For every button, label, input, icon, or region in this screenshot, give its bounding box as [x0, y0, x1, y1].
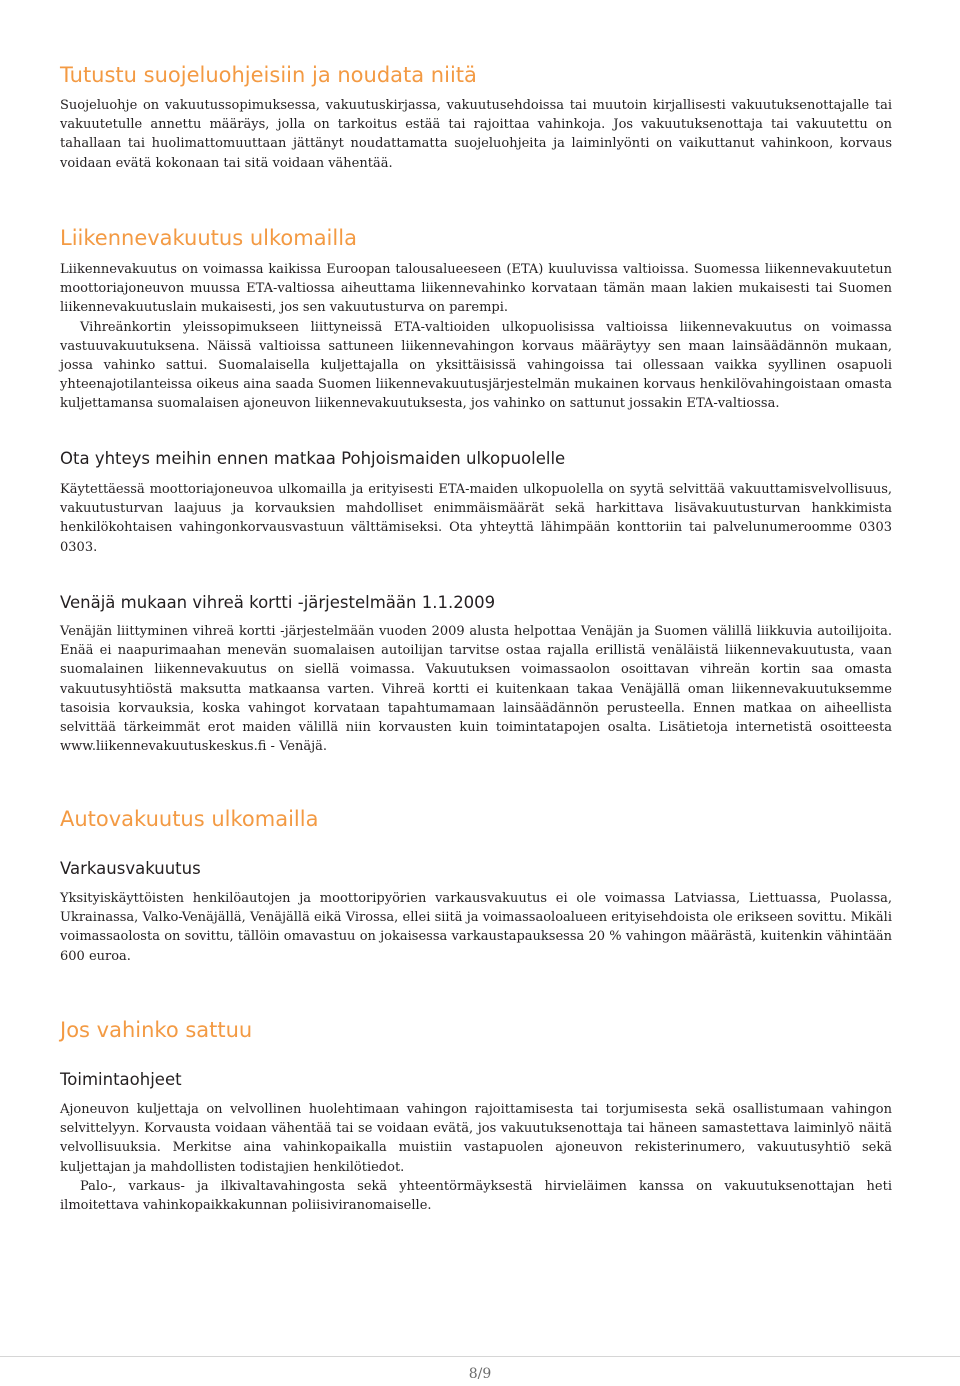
section-heading-venaja: Venäjä mukaan vihreä kortti -järjestelmään 1.1.2009 — [60, 593, 496, 612]
section-heading-suojeluohjeet: Tutustu suojeluohjeisiin ja noudata niitä — [60, 63, 477, 87]
section-heading-autovakuutus: Autovakuutus ulkomailla — [60, 807, 319, 831]
paragraph-varkausvakuutus: Yksityiskäyttöisten henkilöautojen ja moottoripyörien varkausvakuutus ei ole voimassa Latviassa, Liettuassa, Puolassa, Ukrainassa, Valko-Venäjällä, Venäjällä eikä Virossa, ellei siitä ja voimassaoloalueen erityisehdoista ole erikseen sovittu. Mikäli voimassaolosta on sovittu, tällöin omavastuu on jokaisessa varkaustapauksessa 20 % vahingon määrästä, kuitenkin vähintään 600 euroa. — [60, 891, 892, 964]
page-number: 8/9 — [468, 1366, 492, 1382]
paragraph-liikennevakuutus-2: Vihreänkortin yleissopimukseen liittyneissä ETA-valtioiden ulkopuolisissa valtioissa liikennevakuutus on voimassa vastuuvakuutuksena. Näissä valtioissa sattuneen liikennevahingon korvaus määräytyy sen maan lainsäädännön mukaan, jossa vahinko sattui. Suomalaisella kuljettajalla on yksittäisissä vahingoissa tai ollessaan vaikka syyllinen osapuoli yhteenajotilanteissa oikeus aina saada Suomen liikennevakuutusjärjestelmän mukainen korvaus henkilövahingoistaan omasta kuljettamansa suomalaisen ajoneuvon liikennevakuutuksesta, jos vahinko on sattunut jossakin ETA-valtiossa. — [60, 319, 892, 412]
section-heading-yhteys: Ota yhteys meihin ennen matkaa Pohjoismaiden ulkopuolelle — [60, 449, 566, 468]
paragraph-venaja: Venäjän liittyminen vihreä kortti -järjestelmään vuoden 2009 alusta helpottaa Venäjän ja Suomen välillä liikkuvia autoilijoita. Enää ei naapurimaahan menevän suomalaisen autoilijan tarvitse ostaa rajalla erillistä venäläistä liikennevakuutusta, vaan suomalainen liikennevakuutus on siellä voimassa. Vakuutuksen voimassaolon osoittavan vihreän kortin saa omasta vakuutusyhtiöstä maksutta matkaansa varten. Vihreä kortti ei kuitenkaan takaa Venäjällä oman liikennevakuutuksemme tasoisia korvauksia, koska vahingot korvataan tapahtumamaan lainsäädännön perusteella. Ennen matkaa on aiheellista selvittää tärkeimmät erot maiden välillä niin korvausten kuin toimintatapojen osalta. Lisätietoja internetistä osoitteesta www.liikennevakuutuskeskus.fi - Venäjä. — [60, 624, 892, 755]
footer-divider — [0, 1356, 960, 1357]
paragraph-toimintaohjeet-1: Ajoneuvon kuljettaja on velvollinen huolehtimaan vahingon rajoittamisesta tai torjumisesta sekä osallistumaan vahingon selvittelyyn. Korvausta voidaan vähentää tai se voidaan evätä, jos vakuutuksenottaja tai häneen samastettava laiminlyö näitä velvollisuuksia. Merkitse aina vahinkopaikalla muistiin vastapuolen ajoneuvon rekisterinumero, vakuutusyhtiö sekä kuljettajan ja mahdollisten todistajien henkilötiedot. — [60, 1102, 892, 1175]
section-heading-vahinko: Jos vahinko sattuu — [60, 1018, 253, 1042]
paragraph-suojeluohjeet: Suojeluohje on vakuutussopimuksessa, vakuutuskirjassa, vakuutusehdoissa tai muutoin kirjallisesti vakuutuksenottajalle tai vakuutetulle annettu määräys, jolla on tarkoitus estää tai rajoittaa vahinkoja. Jos vakuutuksenottaja tai vakuutettu on tahallaan tai huolimattomuuttaan jättänyt noudattamatta suojeluohjeita ja laiminlyönti on vaikuttanut vahinkoon, korvaus voidaan evätä kokonaan tai sitä voidaan vähentää. — [60, 98, 892, 171]
subheading-toimintaohjeet: Toimintaohjeet — [60, 1070, 182, 1089]
paragraph-toimintaohjeet-2: Palo-, varkaus- ja ilkivaltavahingosta sekä yhteentörmäyksestä hirvieläimen kanssa on vakuutuksenottajan heti ilmoitettava vahinkopaikkakunnan poliisiviranomaiselle. — [60, 1178, 892, 1214]
section-heading-liikennevakuutus: Liikennevakuutus ulkomailla — [60, 226, 357, 250]
paragraph-liikennevakuutus-1: Liikennevakuutus on voimassa kaikissa Euroopan talousalueeseen (ETA) kuuluvissa valtioissa. Suomessa liikennevakuutetun moottoriajoneuvon muussa ETA-valtiossa aiheuttama liikennevahinko korvataan tämän maan lakien mukaisesti tai Suomen liikennevakuutuslain mukaisesti, jos sen vakuutusturva on parempi. — [60, 262, 892, 316]
paragraph-yhteys: Käytettäessä moottoriajoneuvoa ulkomailla ja erityisesti ETA-maiden ulkopuolella on syytä selvittää vakuuttamisvelvollisuus, vakuutusturvan laajuus ja korvauksien mahdolliset enimmäismäärät sekä harkittava lisävakuutusturvan hankkimista henkilökohtaisen vahingonkorvausvastuun välttämiseksi. Ota yhteyttä lähimpään konttoriin tai palvelunumeroomme 0303 0303. — [60, 482, 892, 555]
liikennevakuutus-body — [60, 260, 892, 414]
toimintaohjeet-body — [60, 1100, 892, 1215]
subheading-varkausvakuutus: Varkausvakuutus — [60, 859, 201, 878]
